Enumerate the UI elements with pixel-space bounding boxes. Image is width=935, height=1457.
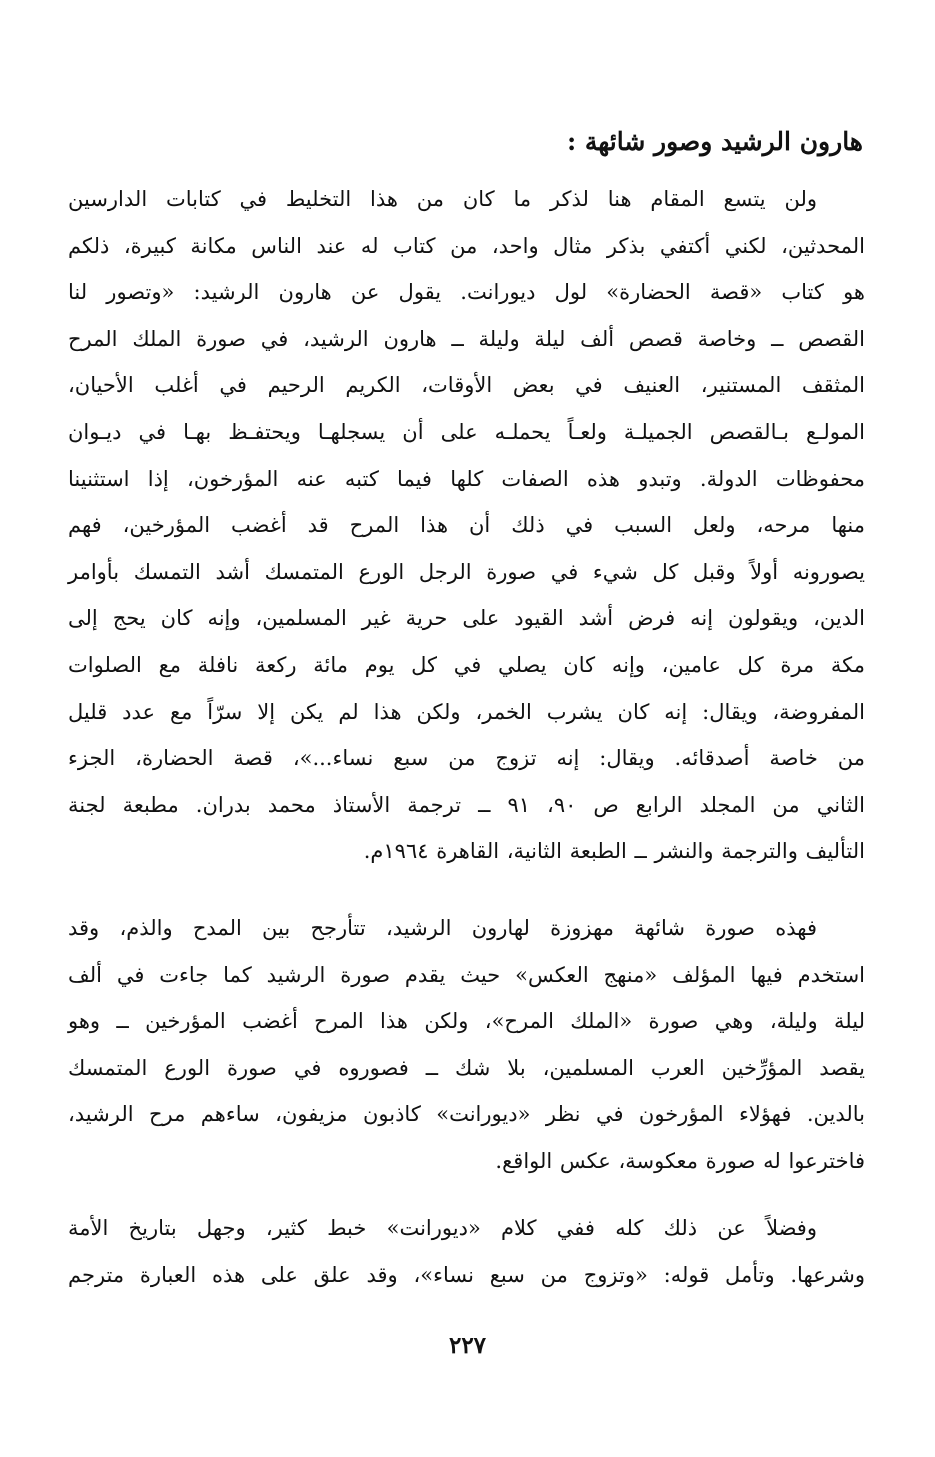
paragraph-2 — [68, 905, 865, 1185]
paragraph-line: القصص ــ وخاصة قصص ألف ليلة وليلة ــ هارون الرشيد، في صورة الملك المرح — [68, 326, 865, 351]
paragraph-line: استخدم فيها المؤلف «منهج العكس» حيث يقدم صورة الرشيد كما جاءت في ألف — [68, 962, 865, 987]
paragraph-line: فاخترعوا له صورة معكوسة، عكس الواقع. — [495, 1148, 865, 1173]
paragraph-line: الثاني من المجلد الرابع ص ٩٠، ٩١ ــ ترجمة الأستاذ محمد بدران. مطبعة لجنة — [68, 792, 866, 817]
paragraph-line: محفوظات الدولة. وتبدو هذه الصفات كلها فيما كتبه عنه المؤرخون، إذا استثنينا — [68, 466, 865, 491]
paragraph-line: وفضلاً عن ذلك كله ففي كلام «ديورانت» خبط كثير، وجهل بتاريخ الأمة — [68, 1216, 817, 1240]
paragraph-line: يقصد المؤرِّخين العرب المسلمين، بلا شك ــ فصوروه في صورة الورع المتمسك — [68, 1055, 865, 1080]
paragraph-line: التأليف والترجمة والنشر ــ الطبعة الثانية، القاهرة ١٩٦٤م. — [363, 839, 865, 864]
paragraph-line: مكة مرة كل عامين، وإنه كان يصلي في كل يوم مائة ركعة نافلة مع الصلوات — [68, 652, 865, 677]
paragraph-line: المحدثين، لكني أكتفي بذكر مثال واحد، من كتاب له عند الناس مكانة كبيرة، ذلكم — [68, 233, 865, 258]
paragraph-line: بالدين. فهؤلاء المؤرخون في نظر «ديورانت» كاذبون مزيفون، ساءهم مرح الرشيد، — [68, 1102, 865, 1127]
paragraph-line: يصورونه أولاً وقبل كل شيء في صورة الرجل الورع المتمسك أشد التمسك بأوامر — [68, 559, 865, 584]
paragraph-line: فهذه صورة شائهة مهزوزة لهارون الرشيد، تتأرجح بين المدح والذم، وقد — [68, 916, 817, 940]
paragraph-line: المفروضة، ويقال: إنه كان يشرب الخمر، ولكن هذا لم يكن إلا سرّاً مع عدد قليل — [68, 699, 865, 724]
paragraph-line: هو كتاب «قصة الحضارة» لول ديورانت. يقول عن هارون الرشيد: «وتصور لنا — [68, 280, 865, 305]
paragraph-line: المثقف المستنير، العنيف في بعض الأوقات، الكريم الرحيم في أغلب الأحيان، — [68, 373, 865, 398]
section-heading: هارون الرشيد وصور شائهة : — [566, 127, 863, 156]
paragraph-line: الدين، ويقولون إنه فرض أشد القيود على حرية غير المسلمين، وإنه كان يحج إلى — [68, 606, 865, 631]
paragraph-3 — [68, 1205, 865, 1298]
paragraph-line: المولـع بـالقصص الجميلـة ولعـاً يحملـه على أن يسجلهـا ويحتفـظ بهـا في ديـوان — [68, 419, 865, 444]
page-number: ٢٢٧ — [448, 1332, 487, 1359]
paragraph-line: ليلة وليلة، وهي صورة «الملك المرح»، ولكن هذا المرح أغضب المؤرخين ــ وهو — [68, 1009, 865, 1034]
paragraph-line: ولن يتسع المقام هنا لذكر ما كان من هذا التخليط في كتابات الدارسين — [68, 187, 817, 211]
paragraph-1 — [68, 176, 865, 875]
paragraph-line: منها مرحه، ولعل السبب في ذلك أن هذا المرح قد أغضب المؤرخين، فهم — [68, 513, 865, 538]
paragraph-line: وشرعها. وتأمل قوله: «وتزوج من سبع نساء»، وقد علق على هذه العبارة مترجم — [68, 1262, 865, 1287]
paragraph-line: من خاصة أصدقائه. ويقال: إنه تزوج من سبع نساء...»، قصة الحضارة، الجزء — [68, 746, 865, 771]
